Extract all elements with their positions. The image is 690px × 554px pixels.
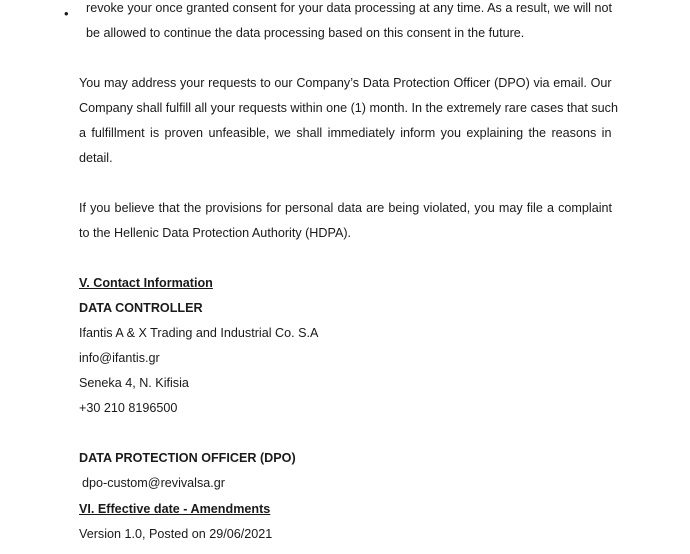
paragraph-dpo-requests	[79, 71, 618, 171]
paragraph-line: a fulfillment is proven unfeasible, we shall immediately inform you explaining the reasons in	[79, 126, 612, 140]
controller-address: Seneka 4, N. Kifisia	[79, 376, 189, 390]
dpo-section	[79, 446, 612, 496]
bullet-line-1: revoke your once granted consent for your data processing at any time. As a result, we will not	[86, 1, 613, 15]
bullet-line-2: be allowed to continue the data processing based on this consent in the future.	[86, 26, 525, 40]
dpo-label: DATA PROTECTION OFFICER (DPO)	[79, 451, 296, 465]
controller-email: info@ifantis.gr	[79, 351, 160, 365]
paragraph-line: Company shall fulfill all your requests within one (1) month. In the extremely rare cases that such	[79, 101, 618, 115]
paragraph-line: If you believe that the provisions for personal data are being violated, you may file a complaint	[79, 201, 613, 215]
contact-section	[79, 271, 612, 421]
data-controller-label: DATA CONTROLLER	[79, 301, 203, 315]
paragraph-complaint	[79, 196, 612, 246]
bullet-revoke-consent	[86, 0, 612, 46]
paragraph-line: You may address your requests to our Company’s Data Protection Officer (DPO) via email. Our	[79, 76, 612, 90]
section-heading-contact: V. Contact Information	[79, 276, 213, 290]
controller-phone: +30 210 8196500	[79, 401, 178, 415]
bullet-marker: •	[64, 6, 69, 21]
company-name: Ifantis A & X Trading and Industrial Co. S.A	[79, 326, 319, 340]
version-info: Version 1.0, Posted on 29/06/2021	[79, 527, 273, 541]
paragraph-line: to the Hellenic Data Protection Authority (HDPA).	[79, 226, 352, 240]
effective-date-section	[79, 497, 612, 547]
section-heading-effective-date: VI. Effective date - Amendments	[79, 502, 271, 516]
paragraph-line: detail.	[79, 151, 113, 165]
dpo-email: dpo-custom@revivalsa.gr	[82, 476, 225, 490]
